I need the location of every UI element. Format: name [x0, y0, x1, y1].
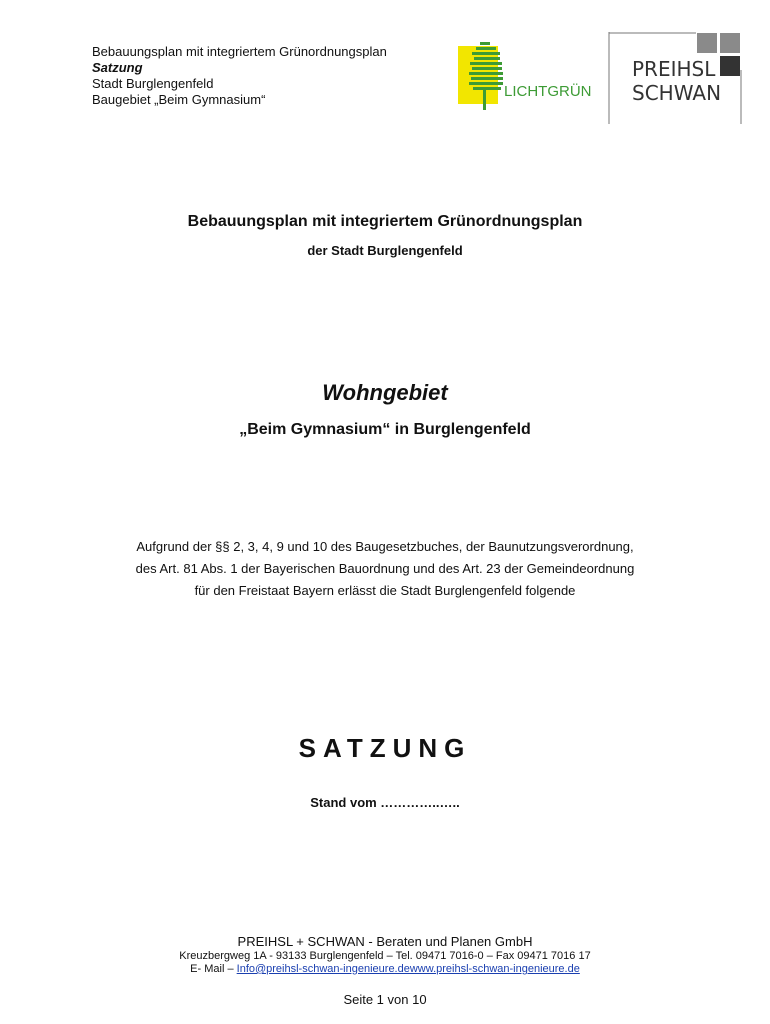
header-city: Stadt Burglengenfeld: [92, 76, 214, 91]
header-plan-type: Bebauungsplan mit integriertem Grünordnungsplan: [92, 44, 387, 59]
schwan-wordmark: SCHWAN: [632, 81, 722, 105]
area-heading: Wohngebiet: [322, 380, 448, 405]
header-area: Baugebiet „Beim Gymnasium“: [92, 92, 266, 107]
stand-date: Stand vom …………..…..: [310, 795, 460, 810]
email-prefix: E- Mail –: [190, 963, 237, 975]
satzung-heading: SATZUNG: [298, 733, 472, 763]
preihsl-wordmark: PREIHSL: [632, 57, 716, 81]
legal-basis-paragraph: [0, 536, 770, 602]
header-doc-type: Satzung: [92, 60, 143, 75]
legal-line-3: für den Freistaat Bayern erlässt die Stadt Burglengenfeld folgende: [194, 583, 576, 598]
running-header: [92, 44, 387, 108]
email-link[interactable]: Info@preihsl-schwan-ingenieure.dewww.preihsl-schwan-ingenieure.de: [236, 963, 580, 975]
legal-line-2: des Art. 81 Abs. 1 der Bayerischen Bauordnung und des Art. 23 der Gemeindeordnung: [135, 561, 635, 576]
preihsl-schwan-logo: [608, 32, 744, 124]
page-number: Seite 1 von 10: [343, 992, 427, 1007]
lichtgruen-wordmark: LICHTGRÜN: [504, 83, 592, 100]
legal-line-1: Aufgrund der §§ 2, 3, 4, 9 und 10 des Baugesetzbuches, der Baunutzungsverordnung,: [136, 539, 634, 554]
document-subtitle: der Stadt Burglengenfeld: [307, 243, 463, 258]
lichtgruen-logo: [456, 40, 604, 112]
area-location: „Beim Gymnasium“ in Burglengenfeld: [239, 421, 531, 438]
footer-address: Kreuzbergweg 1A - 93133 Burglengenfeld – Tel. 09471 7016-0 – Fax 09471 7016 17: [179, 950, 591, 962]
document-title: Bebauungsplan mit integriertem Grünordnungsplan: [187, 213, 583, 230]
footer-email: [0, 963, 770, 975]
footer-company: PREIHSL + SCHWAN - Beraten und Planen GmbH: [237, 934, 533, 949]
